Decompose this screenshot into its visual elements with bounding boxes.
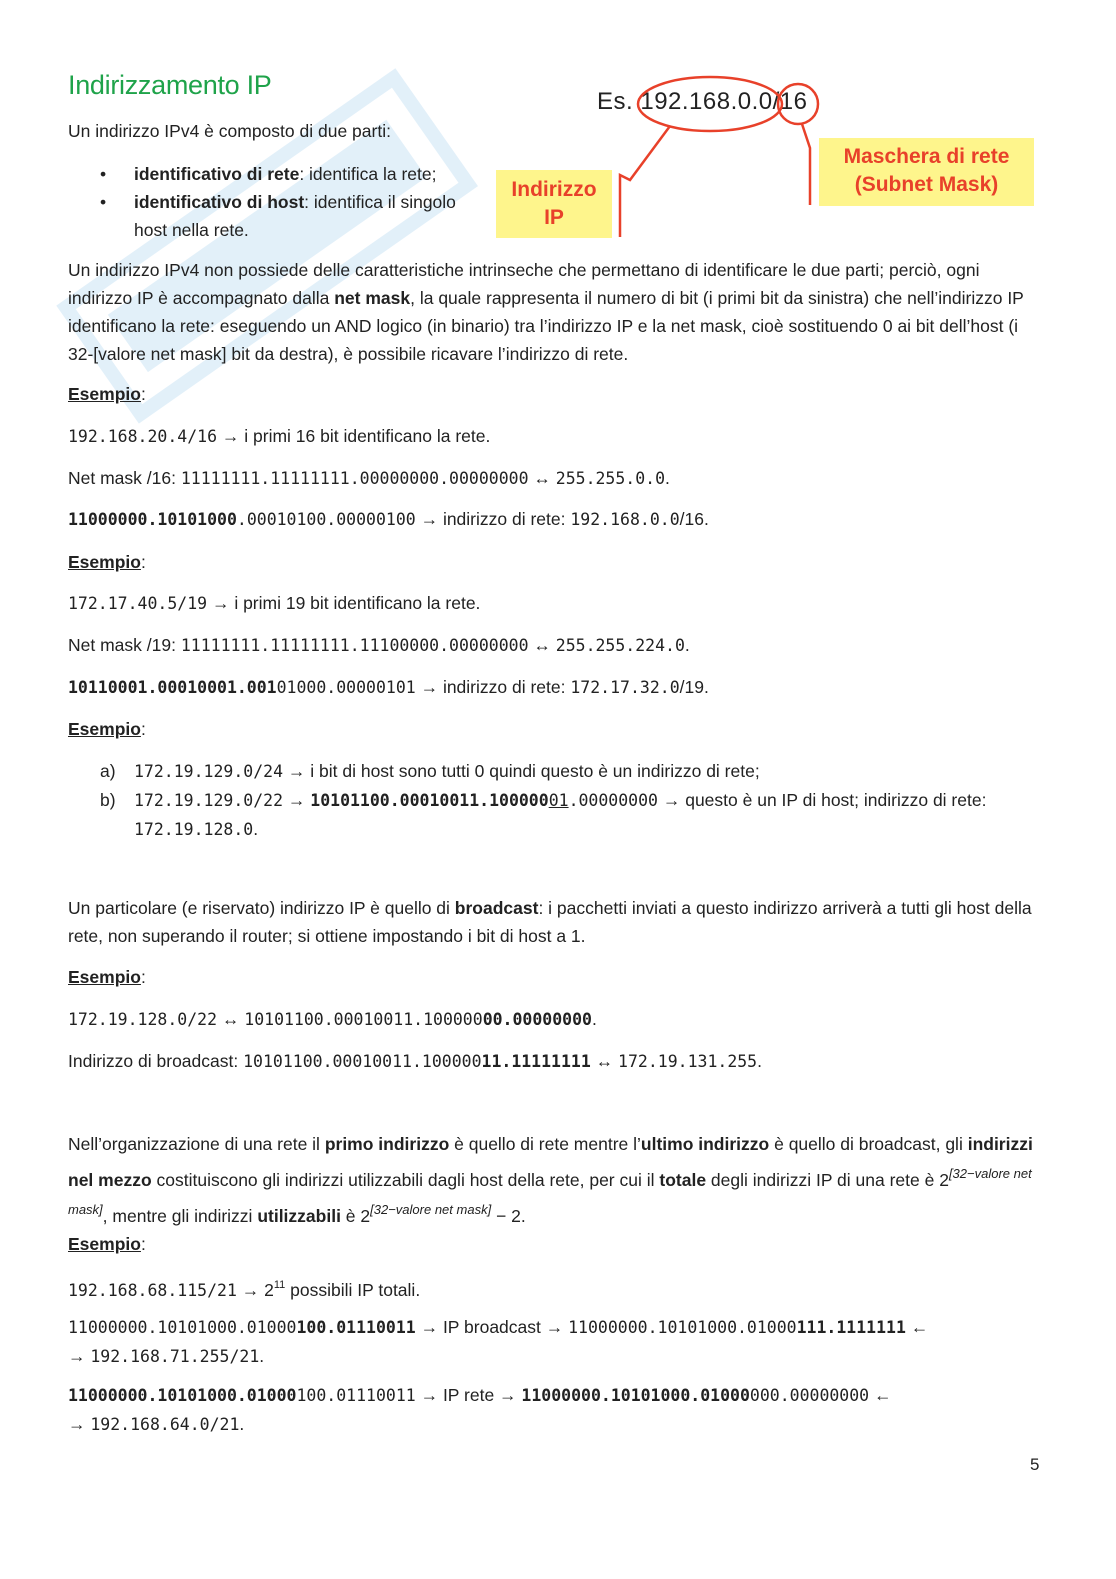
arrow-right-icon: → bbox=[499, 1385, 517, 1405]
ex2-line1: 172.17.40.5/19 → i primi 19 bit identificano la rete. bbox=[68, 593, 481, 613]
list-item: b) 172.19.129.0/22 → 10101100.00010011.10000001.00000000 → questo è un IP di host; indirizzo di rete: 172.19.128.0. bbox=[100, 790, 987, 839]
arrow-right-icon: → bbox=[545, 1317, 564, 1337]
mask-circle bbox=[778, 84, 818, 124]
example-heading: Esempio: bbox=[68, 1234, 146, 1254]
arrow-right-icon: → bbox=[287, 761, 306, 781]
arrow-left-icon: ← bbox=[910, 1317, 929, 1337]
ex5-line2: 11000000.10101000.01000100.01110011 → IP broadcast → 11000000.10101000.01000111.1111111 ← → 192.168.71.255/21. bbox=[68, 1317, 929, 1366]
netmask-paragraph: Un indirizzo IPv4 non possiede delle caratteristiche intrinseche che permettano di identificare le due parti; perciò, ogni indirizzo IP è accompagnato dalla net mask, la quale rappresenta il numero di bit (i primi bit da sinistra) che nell’indirizzo IP identificano la rete: eseguendo un AND logico (in binario) tra l’indirizzo IP e la net mask, cioè sostituendo 0 ai bit dell’host (i 32-[valore net mask] bit da destra), è possibile ricavare l’indirizzo di rete. bbox=[68, 260, 1024, 364]
broadcast-paragraph: Un particolare (e riservato) indirizzo IP è quello di broadcast: i pacchetti inviati a questo indirizzo arriverà a tutti gli host della rete, non superando il router; si ottiene impostando i bit di host a 1. bbox=[68, 898, 1032, 946]
mask-label-box: Maschera di rete (Subnet Mask) bbox=[819, 138, 1034, 206]
ex1-line1: 192.168.20.4/16 → i primi 16 bit identificano la rete. bbox=[68, 426, 491, 446]
ex1-line2: Net mask /16: 11111111.11111111.00000000.00000000 ↔ 255.255.0.0. bbox=[68, 468, 670, 488]
arrow-both-icon: ↔ bbox=[221, 1009, 240, 1029]
diagram-example-address: Es. 192.168.0.0/16 bbox=[597, 88, 808, 115]
list-item: a) 172.19.129.0/24 → i bit di host sono tutti 0 quindi questo è un indirizzo di rete; bbox=[100, 761, 760, 781]
parts-list bbox=[100, 160, 480, 244]
list-item: • identificativo di host: identifica il singolo host nella rete. bbox=[100, 188, 480, 244]
arrow-right-icon: → bbox=[287, 790, 306, 810]
example-heading: Esempio: bbox=[68, 719, 146, 739]
ex5-line1: $192.168.68.115/21 \to 2^{11}$ possibili IP totali. bbox=[68, 1279, 421, 1300]
ex4-line2: Indirizzo di broadcast: 10101100.00010011.10000011.11111111 ↔ 172.19.131.255. bbox=[68, 1051, 762, 1071]
example-list bbox=[100, 757, 1040, 844]
arrow-right-icon: → bbox=[221, 426, 240, 446]
ex2-line3: 10110001.00010001.00101000.00000101 → indirizzo di rete: 172.17.32.0/19. bbox=[68, 677, 709, 697]
arrow-right-icon: → bbox=[662, 790, 681, 810]
ip-label-box: Indirizzo IP bbox=[496, 170, 612, 238]
arrow-right-icon: → bbox=[241, 1280, 260, 1300]
arrow-both-icon: ↔ bbox=[533, 468, 551, 488]
arrow-right-icon: → bbox=[420, 509, 439, 529]
ip-arrow-line bbox=[620, 126, 670, 237]
arrow-right-icon: → bbox=[68, 1414, 86, 1434]
arrow-right-icon: → bbox=[68, 1346, 86, 1366]
ex5-line3: 11000000.10101000.01000100.01110011 → IP rete → 11000000.10101000.01000000.00000000 ← → 192.168.64.0/21. bbox=[68, 1385, 892, 1434]
arrow-right-icon: → bbox=[420, 1317, 439, 1337]
ex2-line2: Net mask /19: 11111111.11111111.11100000.00000000 ↔ 255.255.224.0. bbox=[68, 635, 690, 655]
list-item: • identificativo di rete: identifica la rete; bbox=[100, 160, 480, 188]
arrow-right-icon: → bbox=[420, 677, 439, 697]
page-title: Indirizzamento IP bbox=[68, 70, 272, 100]
example-heading: Esempio: bbox=[68, 384, 146, 404]
example-heading: Esempio: bbox=[68, 552, 146, 572]
arrow-right-icon: → bbox=[211, 593, 230, 613]
mask-arrow-line bbox=[802, 124, 810, 205]
arrow-both-icon: ↔ bbox=[595, 1051, 614, 1071]
ip-ellipse bbox=[638, 77, 782, 131]
intro-text: Un indirizzo IPv4 è composto di due parti: bbox=[68, 121, 391, 141]
page-number: 5 bbox=[1030, 1455, 1040, 1474]
arrow-left-icon: ← bbox=[874, 1385, 892, 1405]
ex4-line1: 172.19.128.0/22 ↔ 10101100.00010011.10000000.00000000. bbox=[68, 1009, 597, 1029]
ex1-line3: 11000000.10101000.00010100.00000100 → indirizzo di rete: 192.168.0.0/16. bbox=[68, 509, 709, 529]
address-range-paragraph: Nell’organizzazione di una rete il primo indirizzo è quello di rete mentre l’ultimo indirizzo è quello di broadcast, gli indirizzi nel mezzo costituiscono gli indirizzi utilizzabili dagli host della rete, per cui il totale degli indirizzi IP di una rete è 2[32−valore net mask], mentre gli indirizzi utilizzabili è 2[32−valore net mask] − 2. bbox=[68, 1134, 1033, 1226]
arrow-right-icon: → bbox=[420, 1385, 439, 1405]
arrow-both-icon: ↔ bbox=[533, 635, 551, 655]
example-heading: Esempio: bbox=[68, 967, 146, 987]
